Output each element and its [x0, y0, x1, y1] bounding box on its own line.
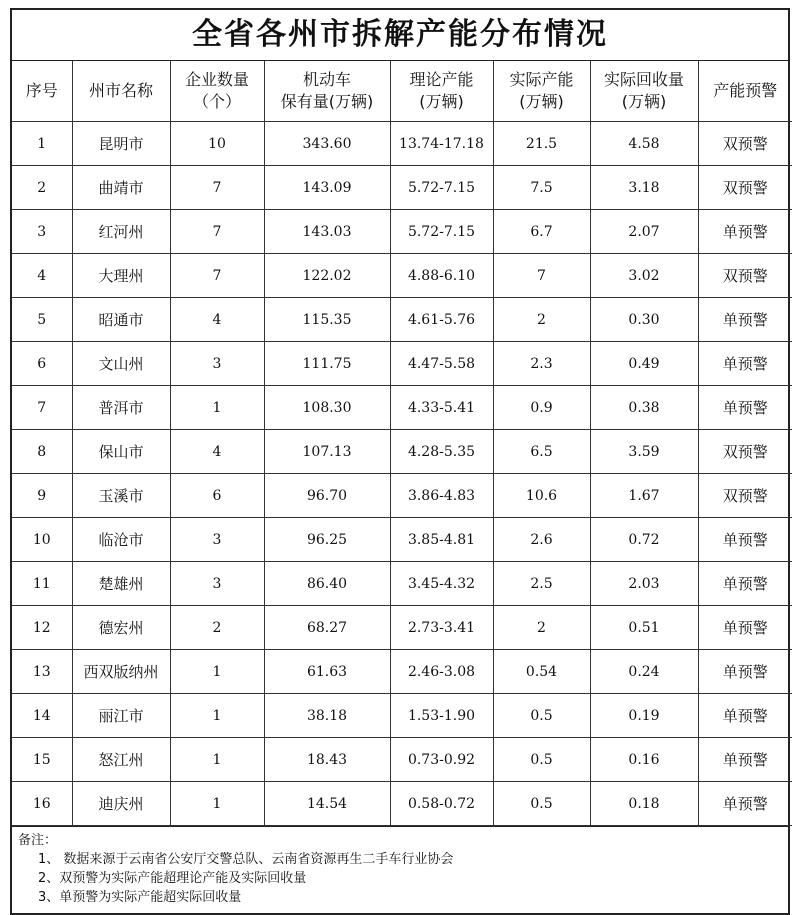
table-row — [12, 342, 792, 386]
cell-capacity-warning: 单预警 — [698, 342, 792, 386]
cell-enterprise-count: 4 — [170, 298, 264, 342]
cell-vehicle-ownership: 68.27 — [264, 606, 390, 650]
cell-vehicle-ownership: 61.63 — [264, 650, 390, 694]
cell-actual-capacity: 0.5 — [493, 782, 590, 826]
cell-actual-capacity: 7 — [493, 254, 590, 298]
cell-index: 1 — [12, 122, 72, 166]
cell-actual-recovery: 0.16 — [590, 738, 698, 782]
cell-index: 10 — [12, 518, 72, 562]
cell-index: 9 — [12, 474, 72, 518]
table-row — [12, 210, 792, 254]
cell-enterprise-count: 7 — [170, 210, 264, 254]
cell-city: 昭通市 — [72, 298, 170, 342]
cell-vehicle-ownership: 14.54 — [264, 782, 390, 826]
cell-vehicle-ownership: 115.35 — [264, 298, 390, 342]
cell-capacity-warning: 单预警 — [698, 738, 792, 782]
cell-index: 13 — [12, 650, 72, 694]
header-index: 序号 — [12, 61, 72, 122]
cell-capacity-warning: 单预警 — [698, 298, 792, 342]
cell-actual-capacity: 10.6 — [493, 474, 590, 518]
cell-enterprise-count: 7 — [170, 254, 264, 298]
cell-actual-capacity: 2 — [493, 606, 590, 650]
cell-index: 7 — [12, 386, 72, 430]
cell-index: 14 — [12, 694, 72, 738]
table-row — [12, 650, 792, 694]
cell-actual-capacity: 2.5 — [493, 562, 590, 606]
cell-vehicle-ownership: 96.25 — [264, 518, 390, 562]
table-row — [12, 782, 792, 826]
cell-actual-capacity: 0.5 — [493, 694, 590, 738]
cell-capacity-warning: 单预警 — [698, 694, 792, 738]
cell-city: 普洱市 — [72, 386, 170, 430]
note-line: 2、双预警为实际产能超理论产能及实际回收量 — [38, 871, 307, 886]
cell-enterprise-count: 1 — [170, 386, 264, 430]
cell-city: 曲靖市 — [72, 166, 170, 210]
cell-actual-recovery: 0.38 — [590, 386, 698, 430]
cell-index: 4 — [12, 254, 72, 298]
header-enterprise-count: 企业数量 （个） — [170, 61, 264, 122]
cell-capacity-warning: 单预警 — [698, 606, 792, 650]
table-row — [12, 166, 792, 210]
cell-actual-recovery: 2.03 — [590, 562, 698, 606]
cell-vehicle-ownership: 343.60 — [264, 122, 390, 166]
cell-city: 德宏州 — [72, 606, 170, 650]
cell-vehicle-ownership: 143.09 — [264, 166, 390, 210]
cell-theoretical-capacity: 2.46-3.08 — [390, 650, 493, 694]
cell-city: 临沧市 — [72, 518, 170, 562]
cell-enterprise-count: 1 — [170, 738, 264, 782]
cell-actual-capacity: 6.5 — [493, 430, 590, 474]
header-row — [12, 61, 792, 122]
capacity-table — [12, 61, 792, 826]
cell-capacity-warning: 双预警 — [698, 254, 792, 298]
cell-city: 西双版纳州 — [72, 650, 170, 694]
notes-label: 备注： — [18, 833, 58, 848]
cell-actual-recovery: 0.49 — [590, 342, 698, 386]
cell-theoretical-capacity: 4.33-5.41 — [390, 386, 493, 430]
cell-actual-recovery: 0.19 — [590, 694, 698, 738]
table-row — [12, 562, 792, 606]
header-city: 州市名称 — [72, 61, 170, 122]
cell-enterprise-count: 1 — [170, 782, 264, 826]
header-vehicle-ownership: 机动车 保有量(万辆) — [264, 61, 390, 122]
cell-enterprise-count: 1 — [170, 650, 264, 694]
cell-index: 16 — [12, 782, 72, 826]
cell-city: 保山市 — [72, 430, 170, 474]
cell-city: 大理州 — [72, 254, 170, 298]
cell-city: 昆明市 — [72, 122, 170, 166]
cell-capacity-warning: 单预警 — [698, 210, 792, 254]
cell-city: 怒江州 — [72, 738, 170, 782]
cell-vehicle-ownership: 111.75 — [264, 342, 390, 386]
cell-theoretical-capacity: 1.53-1.90 — [390, 694, 493, 738]
cell-actual-recovery: 0.18 — [590, 782, 698, 826]
cell-capacity-warning: 双预警 — [698, 166, 792, 210]
cell-actual-recovery: 0.30 — [590, 298, 698, 342]
cell-actual-capacity: 0.54 — [493, 650, 590, 694]
cell-actual-recovery: 4.58 — [590, 122, 698, 166]
note-line: 3、单预警为实际产能超实际回收量 — [38, 890, 242, 905]
cell-enterprise-count: 3 — [170, 562, 264, 606]
table-row — [12, 694, 792, 738]
cell-theoretical-capacity: 2.73-3.41 — [390, 606, 493, 650]
cell-actual-capacity: 2.3 — [493, 342, 590, 386]
cell-city: 玉溪市 — [72, 474, 170, 518]
cell-enterprise-count: 7 — [170, 166, 264, 210]
header-actual-recovery: 实际回收量 (万辆) — [590, 61, 698, 122]
cell-theoretical-capacity: 4.28-5.35 — [390, 430, 493, 474]
table-row — [12, 474, 792, 518]
cell-enterprise-count: 6 — [170, 474, 264, 518]
table-row — [12, 738, 792, 782]
cell-theoretical-capacity: 4.47-5.58 — [390, 342, 493, 386]
cell-actual-capacity: 2 — [493, 298, 590, 342]
cell-enterprise-count: 10 — [170, 122, 264, 166]
cell-index: 5 — [12, 298, 72, 342]
cell-theoretical-capacity: 5.72-7.15 — [390, 166, 493, 210]
cell-actual-capacity: 0.9 — [493, 386, 590, 430]
cell-theoretical-capacity: 0.73-0.92 — [390, 738, 493, 782]
cell-capacity-warning: 单预警 — [698, 518, 792, 562]
cell-actual-capacity: 21.5 — [493, 122, 590, 166]
cell-city: 红河州 — [72, 210, 170, 254]
note-line: 1、 数据来源于云南省公安厅交警总队、云南省资源再生二手车行业协会 — [38, 852, 454, 867]
header-capacity-warning: 产能预警 — [698, 61, 792, 122]
cell-theoretical-capacity: 3.86-4.83 — [390, 474, 493, 518]
cell-vehicle-ownership: 122.02 — [264, 254, 390, 298]
cell-index: 6 — [12, 342, 72, 386]
cell-index: 12 — [12, 606, 72, 650]
cell-index: 15 — [12, 738, 72, 782]
cell-capacity-warning: 双预警 — [698, 430, 792, 474]
cell-actual-recovery: 3.59 — [590, 430, 698, 474]
table-row — [12, 386, 792, 430]
header-theoretical-capacity: 理论产能 (万辆) — [390, 61, 493, 122]
cell-index: 8 — [12, 430, 72, 474]
table-title: 全省各州市拆解产能分布情况 — [12, 10, 788, 61]
cell-theoretical-capacity: 4.61-5.76 — [390, 298, 493, 342]
cell-actual-capacity: 6.7 — [493, 210, 590, 254]
cell-city: 楚雄州 — [72, 562, 170, 606]
cell-vehicle-ownership: 86.40 — [264, 562, 390, 606]
cell-enterprise-count: 1 — [170, 694, 264, 738]
cell-vehicle-ownership: 38.18 — [264, 694, 390, 738]
cell-capacity-warning: 双预警 — [698, 122, 792, 166]
cell-actual-recovery: 2.07 — [590, 210, 698, 254]
cell-theoretical-capacity: 5.72-7.15 — [390, 210, 493, 254]
notes-section — [12, 826, 788, 913]
cell-enterprise-count: 4 — [170, 430, 264, 474]
cell-enterprise-count: 2 — [170, 606, 264, 650]
cell-vehicle-ownership: 143.03 — [264, 210, 390, 254]
table-row — [12, 430, 792, 474]
cell-actual-capacity: 2.6 — [493, 518, 590, 562]
cell-actual-recovery: 1.67 — [590, 474, 698, 518]
table-row — [12, 298, 792, 342]
cell-capacity-warning: 双预警 — [698, 474, 792, 518]
cell-theoretical-capacity: 0.58-0.72 — [390, 782, 493, 826]
cell-vehicle-ownership: 108.30 — [264, 386, 390, 430]
table-row — [12, 254, 792, 298]
cell-actual-capacity: 0.5 — [493, 738, 590, 782]
cell-capacity-warning: 单预警 — [698, 386, 792, 430]
cell-actual-recovery: 3.02 — [590, 254, 698, 298]
cell-theoretical-capacity: 3.85-4.81 — [390, 518, 493, 562]
cell-actual-capacity: 7.5 — [493, 166, 590, 210]
cell-actual-recovery: 0.51 — [590, 606, 698, 650]
cell-theoretical-capacity: 3.45-4.32 — [390, 562, 493, 606]
cell-city: 迪庆州 — [72, 782, 170, 826]
cell-capacity-warning: 单预警 — [698, 782, 792, 826]
cell-actual-recovery: 3.18 — [590, 166, 698, 210]
cell-enterprise-count: 3 — [170, 342, 264, 386]
cell-city: 文山州 — [72, 342, 170, 386]
cell-index: 2 — [12, 166, 72, 210]
table-row — [12, 518, 792, 562]
header-actual-capacity: 实际产能 (万辆) — [493, 61, 590, 122]
capacity-table-sheet — [10, 8, 790, 915]
cell-vehicle-ownership: 107.13 — [264, 430, 390, 474]
cell-actual-recovery: 0.24 — [590, 650, 698, 694]
cell-index: 3 — [12, 210, 72, 254]
cell-actual-recovery: 0.72 — [590, 518, 698, 562]
table-row — [12, 606, 792, 650]
cell-capacity-warning: 单预警 — [698, 650, 792, 694]
cell-theoretical-capacity: 13.74-17.18 — [390, 122, 493, 166]
cell-enterprise-count: 3 — [170, 518, 264, 562]
table-row — [12, 122, 792, 166]
cell-capacity-warning: 单预警 — [698, 562, 792, 606]
cell-index: 11 — [12, 562, 72, 606]
cell-vehicle-ownership: 18.43 — [264, 738, 390, 782]
cell-theoretical-capacity: 4.88-6.10 — [390, 254, 493, 298]
cell-vehicle-ownership: 96.70 — [264, 474, 390, 518]
cell-city: 丽江市 — [72, 694, 170, 738]
